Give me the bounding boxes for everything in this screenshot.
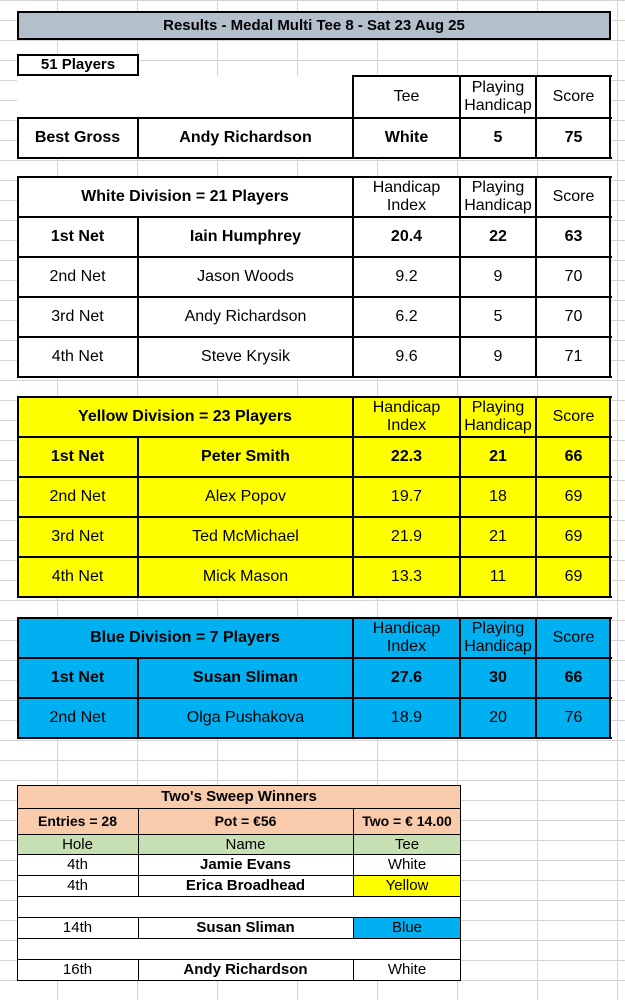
white-row-playing-handicap: 22 (489, 227, 507, 245)
yellow-header-handicap-index: Handicap Index (372, 398, 441, 434)
sweep-row-hole: 14th (17, 918, 138, 938)
yellow-division-title: Yellow Division = 23 Players (78, 407, 292, 425)
sweep-pot: Pot = €56 (138, 808, 353, 834)
white-row-score: 70 (564, 307, 583, 325)
sweep-row-hole: 4th (17, 876, 138, 896)
yellow-header-playing-handicap: Playing Handicap (464, 398, 532, 434)
white-row-place: 4th Net (51, 348, 104, 366)
white-row-score: 63 (564, 227, 583, 245)
yellow-row-index: 22.3 (390, 447, 423, 465)
sweep-row-hole: 4th (17, 855, 138, 875)
white-row-index: 9.6 (395, 348, 418, 366)
white-header-score: Score (552, 187, 595, 205)
yellow-row-playing-handicap: 18 (489, 487, 507, 505)
white-header-handicap-index: Handicap Index (372, 178, 441, 214)
white-row-playing-handicap: 9 (493, 267, 503, 285)
white-row-place: 2nd Net (49, 267, 106, 285)
sweep-header-hole: Hole (17, 835, 138, 854)
white-row-name: Steve Krysik (201, 348, 290, 366)
blue-row-score: 66 (564, 668, 583, 686)
blue-header-handicap-index: Handicap Index (372, 619, 441, 655)
white-row-place: 3rd Net (51, 307, 104, 325)
blue-row-name: Olga Pushakova (186, 709, 305, 727)
yellow-row-name: Mick Mason (202, 568, 289, 586)
best-gross-header-score: Score (552, 87, 595, 105)
blue-row-index: 18.9 (390, 709, 423, 727)
white-row-name: Jason Woods (197, 267, 294, 285)
yellow-row-index: 21.9 (390, 527, 423, 545)
blue-row-playing-handicap: 30 (489, 668, 507, 686)
sweep-header-name: Name (138, 835, 353, 854)
best-gross-score: 75 (564, 128, 583, 146)
yellow-row-name: Peter Smith (201, 447, 290, 465)
sweep-row-hole: 16th (17, 960, 138, 980)
sweep-row-tee: Blue (353, 918, 461, 938)
white-row-score: 71 (564, 348, 583, 366)
white-row-name: Iain Humphrey (189, 227, 302, 245)
white-row-playing-handicap: 5 (493, 307, 503, 325)
white-row-place: 1st Net (50, 227, 105, 245)
blue-header-playing-handicap: Playing Handicap (464, 619, 532, 655)
yellow-row-place: 1st Net (50, 447, 105, 465)
sweep-empty-row (17, 897, 461, 917)
yellow-row-place: 3rd Net (51, 527, 104, 545)
yellow-row-place: 4th Net (51, 568, 104, 586)
yellow-row-name: Alex Popov (205, 487, 286, 505)
white-row-index: 9.2 (395, 267, 418, 285)
sweep-entries: Entries = 28 (17, 808, 138, 834)
blue-header-score: Score (552, 628, 595, 646)
sweep-row-name: Erica Broadhead (138, 876, 353, 896)
white-row-score: 70 (564, 267, 583, 285)
sweep-two-value: Two = € 14.00 (353, 808, 461, 834)
yellow-row-playing-handicap: 21 (489, 447, 507, 465)
yellow-header-score: Score (552, 407, 595, 425)
blue-row-index: 27.6 (390, 668, 423, 686)
yellow-row-playing-handicap: 11 (489, 568, 507, 586)
blue-division-title: Blue Division = 7 Players (90, 628, 280, 646)
white-division-title: White Division = 21 Players (81, 187, 289, 205)
blue-row-place: 2nd Net (49, 709, 106, 727)
best-gross-tee: White (384, 128, 429, 146)
yellow-row-name: Ted McMichael (192, 527, 299, 545)
sweep-title: Two's Sweep Winners (17, 786, 461, 808)
yellow-row-playing-handicap: 21 (489, 527, 507, 545)
best-gross-header-tee: Tee (393, 87, 420, 105)
players-total: 51 Players (17, 54, 139, 76)
blue-row-score: 76 (564, 709, 583, 727)
yellow-row-score: 69 (564, 568, 583, 586)
best-gross-name: Andy Richardson (179, 128, 312, 146)
yellow-row-score: 66 (564, 447, 583, 465)
sweep-row-name: Susan Sliman (138, 918, 353, 938)
best-gross-header-playing-handicap: Playing Handicap (464, 78, 532, 114)
sweep-row-tee: Yellow (353, 876, 461, 896)
sweep-empty-row (17, 939, 461, 959)
sweep-row-name: Jamie Evans (138, 855, 353, 875)
yellow-row-index: 13.3 (390, 568, 423, 586)
blue-row-name: Susan Sliman (193, 668, 298, 686)
yellow-row-score: 69 (564, 487, 583, 505)
best-gross-label: Best Gross (34, 128, 121, 146)
sweep-row-tee: White (353, 960, 461, 980)
sweep-row-name: Andy Richardson (138, 960, 353, 980)
blue-row-playing-handicap: 20 (489, 709, 507, 727)
sweep-row-tee: White (353, 855, 461, 875)
page-title: Results - Medal Multi Tee 8 - Sat 23 Aug 25 (17, 11, 611, 40)
best-gross-playing-handicap: 5 (493, 128, 503, 146)
white-row-name: Andy Richardson (184, 307, 307, 325)
yellow-row-index: 19.7 (390, 487, 423, 505)
white-header-playing-handicap: Playing Handicap (464, 178, 532, 214)
white-row-index: 20.4 (390, 227, 423, 245)
white-row-index: 6.2 (395, 307, 418, 325)
yellow-row-place: 2nd Net (49, 487, 106, 505)
blue-row-place: 1st Net (50, 668, 105, 686)
white-row-playing-handicap: 9 (493, 348, 503, 366)
sweep-header-tee: Tee (353, 835, 461, 854)
yellow-row-score: 69 (564, 527, 583, 545)
